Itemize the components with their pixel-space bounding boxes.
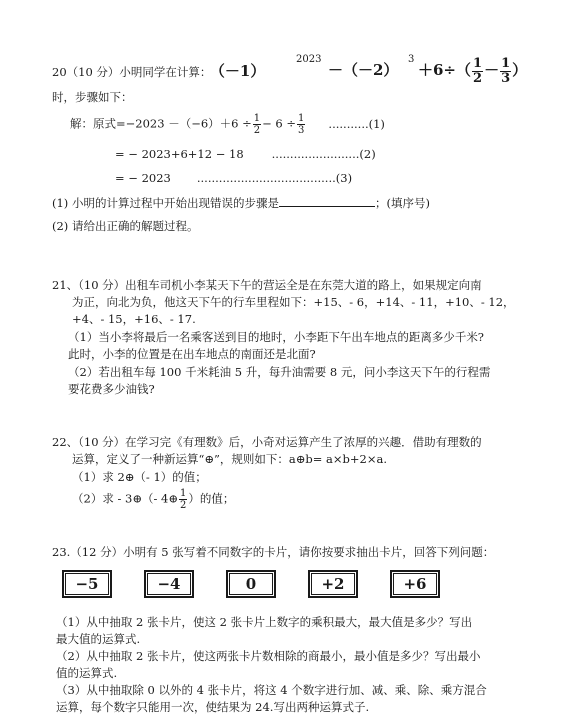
number-card: +6 xyxy=(390,570,440,598)
q21-line4: （1）当小李将最后一名乘客送到目的地时，小李距下午出车地点的距离多少千米? xyxy=(68,330,484,344)
q20-expr-minus: － xyxy=(484,60,500,79)
q21-line2: 为正，向北为负，他这天下午的行车里程如下：+15、- 6，+14、- 11，+10、- 12， xyxy=(72,295,515,309)
q20-expr-part1: （－1） xyxy=(217,62,266,80)
q20-part1-text: (1) 小明的计算过程中开始出现错误的步骤是 xyxy=(52,196,279,210)
q20-expr-div: ＋6÷（ xyxy=(418,60,472,79)
q20-part1 xyxy=(52,196,430,210)
q20-line2: 时，步骤如下： xyxy=(52,90,133,104)
q22-line1: 22、（10 分）在学习完《有理数》后，小奇对运算产生了浓厚的兴趣．借助有理数的 xyxy=(52,435,482,449)
q23-line3: 最大值的运算式. xyxy=(56,632,141,646)
q20-step1-a: 解：原式=−2023 －（−6）＋6 ÷ xyxy=(70,116,252,131)
q23-line6: （3）从中抽取除 0 以外的 4 张卡片，将这 4 个数字进行加、减、乘、除、乘方混合 xyxy=(56,683,487,697)
q20-step1-dots: ...........(1) xyxy=(328,116,385,131)
q20-exponent-3: 3 xyxy=(408,54,415,65)
q20-step3 xyxy=(115,173,352,185)
q21-line3: +4、- 15，+16、- 17. xyxy=(72,312,196,326)
q23-line7: 运算，每个数字只能用一次，使结果为 24.写出两种运算式子. xyxy=(56,700,370,714)
q22-line4-a: （2）求 - 3⊕（- 4⊕ xyxy=(72,491,178,506)
q23-line5: 值的运算式. xyxy=(56,666,118,680)
q21-line6: （2）若出租车每 100 千米耗油 5 升，每升油需要 8 元，问小李这天下午的行程需 xyxy=(68,365,491,379)
q20-step1-b: − 6 ÷ xyxy=(262,116,297,131)
q20-line1 xyxy=(52,64,265,79)
number-card: −4 xyxy=(144,570,194,598)
q20-step2 xyxy=(115,149,376,161)
number-card: +2 xyxy=(308,570,358,598)
q20-fraction-half: $\frac{1}{2}$ xyxy=(473,56,483,87)
q21-line5: 此时，小李的位置是在出车地点的南面还是北面? xyxy=(68,347,316,361)
q20-step1 xyxy=(70,113,385,136)
q23-line4: （2）从中抽取 2 张卡片，使这两张卡片数相除的商最小，最小值是多少？写出最小 xyxy=(56,649,481,663)
q20-expr-part3 xyxy=(418,57,527,87)
q20-step1-frac2: $\frac{1}{3}$ xyxy=(298,113,305,136)
q20-intro: 20（10 分）小明同学在计算： xyxy=(52,65,212,79)
q22-line2: 运算，定义了一种新运算“⊕”，规则如下：a⊕b= a×b+2×a. xyxy=(72,452,387,466)
q21-line1: 21、（10 分）出租车司机小李某天下午的营运全是在东莞大道的路上，如果规定向南 xyxy=(52,278,482,292)
q20-fraction-third: $\frac{1}{3}$ xyxy=(501,56,511,87)
q20-part2: (2) 请给出正确的解题过程。 xyxy=(52,219,199,233)
q20-part1-suffix: ；(填序号) xyxy=(374,196,430,210)
number-card: 0 xyxy=(226,570,276,598)
q21-line7: 要花费多少油钱? xyxy=(68,382,155,396)
number-card: −5 xyxy=(62,570,112,598)
q22-fraction-half: $\frac{1}{2}$ xyxy=(179,488,187,511)
q23-line1: 23.（12 分）小明有 5 张写着不同数字的卡片，请你按要求抽出卡片，回答下列问题： xyxy=(52,545,495,559)
q20-exponent-2023: 2023 xyxy=(296,54,322,65)
q20-step2-dots: ........................(2) xyxy=(271,147,376,161)
q20-step3-dots: ......................................(3) xyxy=(196,171,353,185)
q22-line4-b: ）的值； xyxy=(188,491,235,506)
q22-line3: （1）求 2⊕（- 1）的值； xyxy=(72,470,207,484)
q20-step2-text: = − 2023+6+12 − 18 xyxy=(115,147,244,161)
q20-step1-frac1: $\frac{1}{2}$ xyxy=(253,113,261,136)
q20-expr-close: ） xyxy=(512,60,528,79)
q23-line2: （1）从中抽取 2 张卡片，使这 2 张卡片上数字的乘积最大，最大值是多少？写出 xyxy=(56,615,473,629)
q20-step3-text: = − 2023 xyxy=(115,171,171,185)
answer-blank[interactable] xyxy=(279,196,375,207)
q20-expr-part2: －（－2） xyxy=(328,61,399,79)
q22-line4 xyxy=(72,488,234,511)
